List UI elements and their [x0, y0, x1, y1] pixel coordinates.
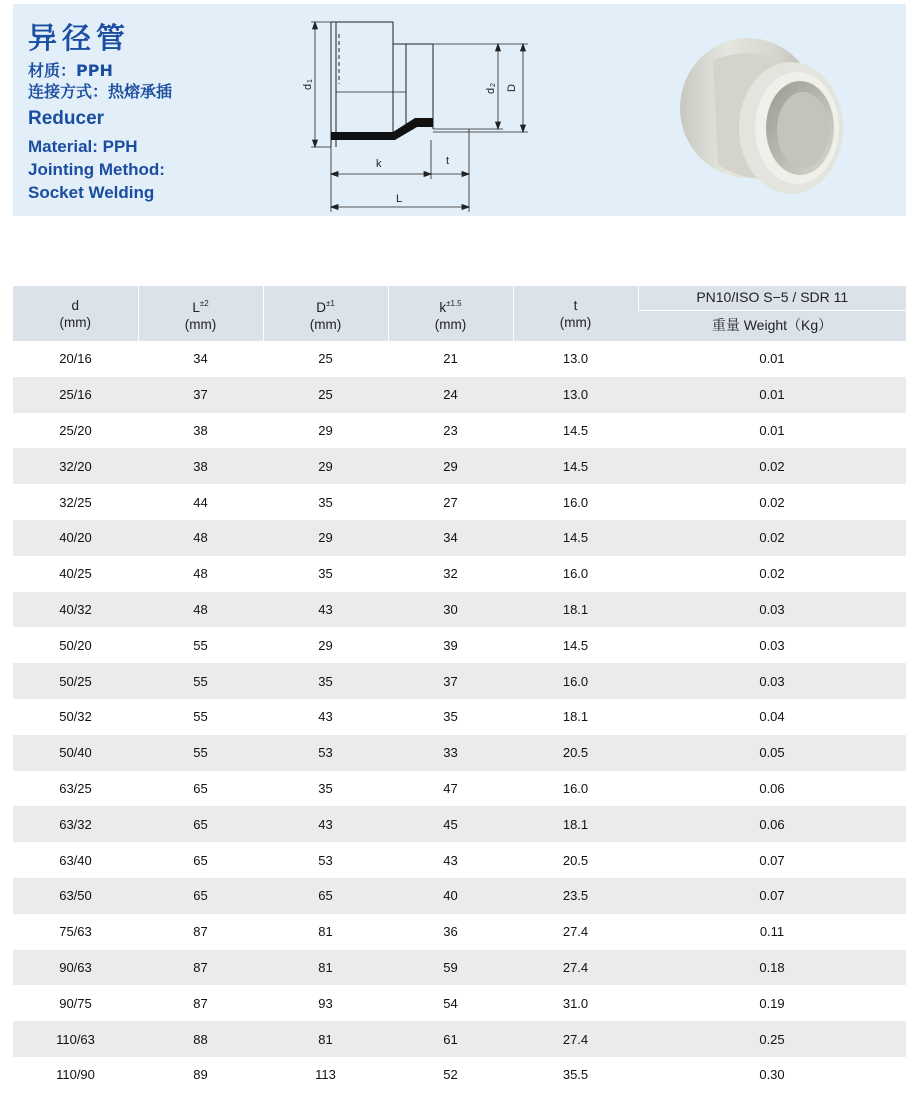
table-cell: 47: [388, 771, 513, 807]
table-cell: 35: [263, 771, 388, 807]
dim-label-d2: d: [485, 87, 497, 94]
table-row: [13, 556, 906, 592]
table-cell: 50/32: [13, 699, 138, 735]
table-cell: 18.1: [513, 592, 638, 628]
table-cell: 0.18: [638, 950, 906, 986]
table-cell: 35: [263, 663, 388, 699]
table-row: [13, 520, 906, 556]
table-cell: 40: [388, 878, 513, 914]
table-cell: 81: [263, 1021, 388, 1057]
table-row: [13, 1057, 906, 1093]
table-cell: 32/20: [13, 448, 138, 484]
table-cell: 48: [138, 592, 263, 628]
table-cell: 0.02: [638, 484, 906, 520]
table-cell: 0.02: [638, 520, 906, 556]
table-cell: 0.25: [638, 1021, 906, 1057]
material-en: Material: PPH: [28, 137, 138, 156]
table-cell: 13.0: [513, 377, 638, 413]
svg-text:1: 1: [307, 79, 314, 83]
dim-label-D: D: [506, 84, 518, 92]
header-panel: [13, 4, 906, 216]
table-body: [13, 341, 906, 1093]
table-cell: 40/20: [13, 520, 138, 556]
table-cell: 63/50: [13, 878, 138, 914]
table-cell: 18.1: [513, 806, 638, 842]
table-cell: 0.05: [638, 735, 906, 771]
table-row: [13, 842, 906, 878]
table-cell: 81: [263, 914, 388, 950]
table-cell: 33: [388, 735, 513, 771]
table-cell: 14.5: [513, 413, 638, 449]
table-cell: 63/40: [13, 842, 138, 878]
table-cell: 53: [263, 735, 388, 771]
dim-label-t: t: [446, 155, 450, 167]
table-cell: 43: [263, 806, 388, 842]
table-cell: 65: [138, 771, 263, 807]
column-header-k: $k^{\pm 1.5}$ (mm): [388, 286, 513, 341]
table-cell: 16.0: [513, 663, 638, 699]
table-cell: 54: [388, 985, 513, 1021]
table-cell: 0.01: [638, 341, 906, 377]
jointing-method-zh: 连接方式：热熔承插: [28, 82, 173, 101]
table-cell: 40/32: [13, 592, 138, 628]
table-cell: 89: [138, 1057, 263, 1093]
table-cell: 13.0: [513, 341, 638, 377]
table-cell: 55: [138, 663, 263, 699]
table-cell: 23: [388, 413, 513, 449]
table-cell: 50/20: [13, 627, 138, 663]
table-cell: 88: [138, 1021, 263, 1057]
table-cell: 0.06: [638, 771, 906, 807]
product-title-en: Reducer: [28, 108, 105, 129]
table-cell: 37: [388, 663, 513, 699]
table-row: [13, 771, 906, 807]
dimension-table: [13, 286, 906, 1093]
table-cell: 29: [263, 448, 388, 484]
table-row: [13, 413, 906, 449]
jointing-method-en: Jointing Method:: [28, 160, 165, 179]
table-row: [13, 914, 906, 950]
table-cell: 0.07: [638, 842, 906, 878]
table-cell: 0.03: [638, 592, 906, 628]
table-cell: 65: [138, 878, 263, 914]
table-cell: 32: [388, 556, 513, 592]
table-cell: 48: [138, 520, 263, 556]
column-header-weight: 重量 Weight（Kg）: [638, 310, 906, 341]
table-cell: 0.01: [638, 377, 906, 413]
table-cell: 14.5: [513, 448, 638, 484]
table-cell: 0.03: [638, 663, 906, 699]
table-cell: 53: [263, 842, 388, 878]
table-row: [13, 806, 906, 842]
table-cell: 65: [138, 842, 263, 878]
table-cell: 43: [263, 592, 388, 628]
table-cell: 29: [263, 520, 388, 556]
table-cell: 16.0: [513, 556, 638, 592]
table-cell: 27.4: [513, 950, 638, 986]
table-cell: 0.03: [638, 627, 906, 663]
table-cell: 31.0: [513, 985, 638, 1021]
table-cell: 0.02: [638, 448, 906, 484]
table-cell: 81: [263, 950, 388, 986]
table-cell: 23.5: [513, 878, 638, 914]
table-cell: 52: [388, 1057, 513, 1093]
column-header-d: d (mm): [13, 286, 138, 341]
table-row: [13, 592, 906, 628]
table-cell: 55: [138, 735, 263, 771]
table-cell: 90/75: [13, 985, 138, 1021]
table-row: [13, 950, 906, 986]
table-cell: 27.4: [513, 1021, 638, 1057]
table-row: [13, 627, 906, 663]
table-cell: 48: [138, 556, 263, 592]
table-cell: 40/25: [13, 556, 138, 592]
table-cell: 59: [388, 950, 513, 986]
table-cell: 14.5: [513, 627, 638, 663]
dim-label-k: k: [376, 158, 382, 170]
table-cell: 50/25: [13, 663, 138, 699]
table-cell: 0.01: [638, 413, 906, 449]
table-cell: 35: [263, 484, 388, 520]
column-header-D: $D^{\pm 1}$ (mm): [263, 286, 388, 341]
table-cell: 18.1: [513, 699, 638, 735]
column-group-header-pn10: PN10/ISO S−5 / SDR 11: [638, 286, 906, 310]
table-cell: 43: [388, 842, 513, 878]
table-cell: 25/20: [13, 413, 138, 449]
material-zh: 材质：PPH: [28, 61, 113, 80]
table-cell: 38: [138, 448, 263, 484]
table-cell: 39: [388, 627, 513, 663]
technical-drawing: [293, 14, 543, 219]
table-row: [13, 484, 906, 520]
svg-text:2: 2: [490, 83, 497, 87]
table-cell: 20.5: [513, 842, 638, 878]
table-cell: 75/63: [13, 914, 138, 950]
table-cell: 21: [388, 341, 513, 377]
table-cell: 34: [388, 520, 513, 556]
table-cell: 16.0: [513, 484, 638, 520]
table-cell: 29: [263, 413, 388, 449]
table-cell: 16.0: [513, 771, 638, 807]
product-title-zh: 异径管: [28, 21, 131, 55]
table-cell: 35.5: [513, 1057, 638, 1093]
table-cell: 110/90: [13, 1057, 138, 1093]
dim-label-d1: d: [302, 83, 314, 90]
table-cell: 65: [263, 878, 388, 914]
table-row: [13, 377, 906, 413]
table-cell: 0.19: [638, 985, 906, 1021]
table-cell: 0.06: [638, 806, 906, 842]
table-cell: 55: [138, 699, 263, 735]
table-cell: 20/16: [13, 341, 138, 377]
table-cell: 0.04: [638, 699, 906, 735]
table-cell: 87: [138, 914, 263, 950]
table-cell: 36: [388, 914, 513, 950]
table-cell: 44: [138, 484, 263, 520]
table-cell: 37: [138, 377, 263, 413]
table-cell: 50/40: [13, 735, 138, 771]
table-cell: 93: [263, 985, 388, 1021]
table-row: [13, 699, 906, 735]
table-cell: 24: [388, 377, 513, 413]
table-row: [13, 448, 906, 484]
table-cell: 25: [263, 341, 388, 377]
table-cell: 110/63: [13, 1021, 138, 1057]
table-row: [13, 735, 906, 771]
table-cell: 35: [388, 699, 513, 735]
table-row: [13, 341, 906, 377]
table-cell: 0.02: [638, 556, 906, 592]
table-cell: 65: [138, 806, 263, 842]
table-cell: 29: [388, 448, 513, 484]
table-cell: 113: [263, 1057, 388, 1093]
table-cell: 63/25: [13, 771, 138, 807]
table-row: [13, 878, 906, 914]
table-row: [13, 985, 906, 1021]
table-row: [13, 1021, 906, 1057]
socket-welding-en: Socket Welding: [28, 183, 155, 202]
reducer-product-image: [673, 20, 853, 210]
table-cell: 43: [263, 699, 388, 735]
table-cell: 25/16: [13, 377, 138, 413]
table-cell: 30: [388, 592, 513, 628]
table-cell: 0.30: [638, 1057, 906, 1093]
table-cell: 38: [138, 413, 263, 449]
table-cell: 29: [263, 627, 388, 663]
table-row: [13, 663, 906, 699]
table-cell: 20.5: [513, 735, 638, 771]
table-cell: 14.5: [513, 520, 638, 556]
table-cell: 0.11: [638, 914, 906, 950]
table-cell: 63/32: [13, 806, 138, 842]
dim-label-L: L: [396, 193, 403, 205]
column-header-t: t (mm): [513, 286, 638, 341]
table-cell: 61: [388, 1021, 513, 1057]
table-cell: 55: [138, 627, 263, 663]
table-cell: 34: [138, 341, 263, 377]
table-cell: 0.07: [638, 878, 906, 914]
table-cell: 90/63: [13, 950, 138, 986]
table-cell: 35: [263, 556, 388, 592]
table-cell: 45: [388, 806, 513, 842]
table-cell: 32/25: [13, 484, 138, 520]
table-cell: 25: [263, 377, 388, 413]
table-cell: 27: [388, 484, 513, 520]
column-header-L: $L^{\pm 2}$ (mm): [138, 286, 263, 341]
table-cell: 27.4: [513, 914, 638, 950]
table-cell: 87: [138, 985, 263, 1021]
table-cell: 87: [138, 950, 263, 986]
